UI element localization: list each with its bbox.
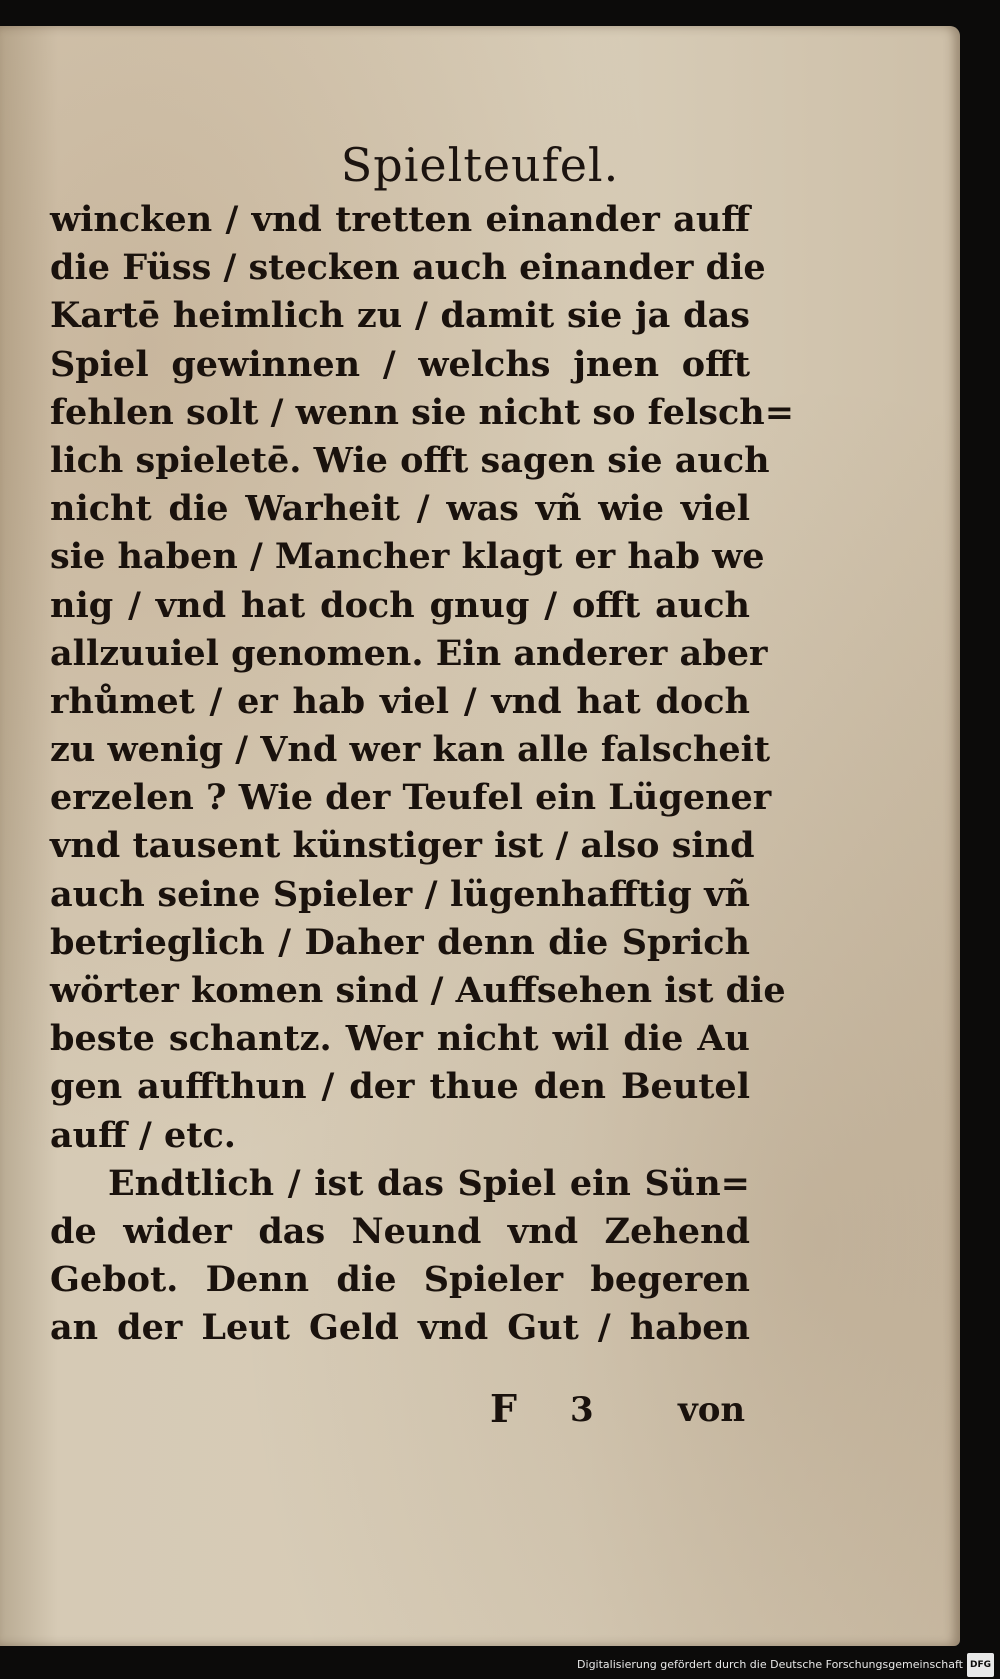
digitization-credit	[577, 1654, 994, 1676]
page-footer	[0, 1386, 960, 1434]
signature-mark: F	[490, 1386, 517, 1431]
text-line: Kartē heimlich zu / damit sie ja das	[50, 295, 750, 337]
text-line: betrieglich / Daher denn die Sprich	[50, 921, 750, 963]
body-text	[50, 196, 795, 1353]
text-line: nicht die Warheit / was vñ wie viel	[50, 488, 750, 530]
catchword: von	[678, 1390, 746, 1430]
dfg-logo: DFG	[967, 1653, 994, 1677]
running-head: Spielteufel.	[340, 138, 620, 192]
text-line: wincken / vnd tretten einander auff	[50, 199, 750, 240]
text-line: erzelen ? Wie der Teufel ein Lügener	[50, 777, 772, 819]
text-line: beste schantz. Wer nicht wil die Au	[50, 1018, 750, 1060]
text-line: fehlen solt / wenn sie nicht so felsch=	[50, 391, 795, 433]
text-line: lich spieletē. Wie offt sagen sie auch	[50, 439, 770, 481]
book-page	[0, 26, 960, 1646]
text-line: Endtlich / ist das Spiel ein Sün=	[108, 1162, 750, 1204]
text-line: an der Leut Geld vnd Gut / haben	[50, 1307, 750, 1349]
text-line: allzuuiel genomen. Ein anderer aber	[50, 632, 768, 674]
signature-number: 3	[570, 1390, 594, 1430]
credit-text: Digitalisierung gefördert durch die Deutsche Forschungsgemeinschaft	[577, 1658, 963, 1671]
text-line: sie haben / Mancher klagt er hab we	[50, 536, 765, 578]
text-line: de wider das Neund vnd Zehend	[50, 1210, 750, 1252]
text-line: die Füss / stecken auch einander die	[50, 247, 766, 289]
text-line: zu wenig / Vnd wer kan alle falscheit	[50, 729, 771, 771]
text-line: wörter komen sind / Auffsehen ist die	[50, 970, 786, 1011]
text-line: auff / etc.	[50, 1114, 236, 1156]
text-line: Spiel gewinnen / welchs jnen offt	[50, 343, 750, 385]
text-line: vnd tausent künstiger ist / also sind	[50, 825, 755, 867]
text-line: auch seine Spieler / lügenhafftig vñ	[50, 873, 750, 915]
text-line: Gebot. Denn die Spieler begeren	[50, 1259, 750, 1301]
text-line: rhůmet / er hab viel / vnd hat doch	[50, 680, 750, 722]
text-line: gen auffthun / der thue den Beutel	[50, 1066, 750, 1108]
text-line: nig / vnd hat doch gnug / offt auch	[50, 584, 750, 626]
